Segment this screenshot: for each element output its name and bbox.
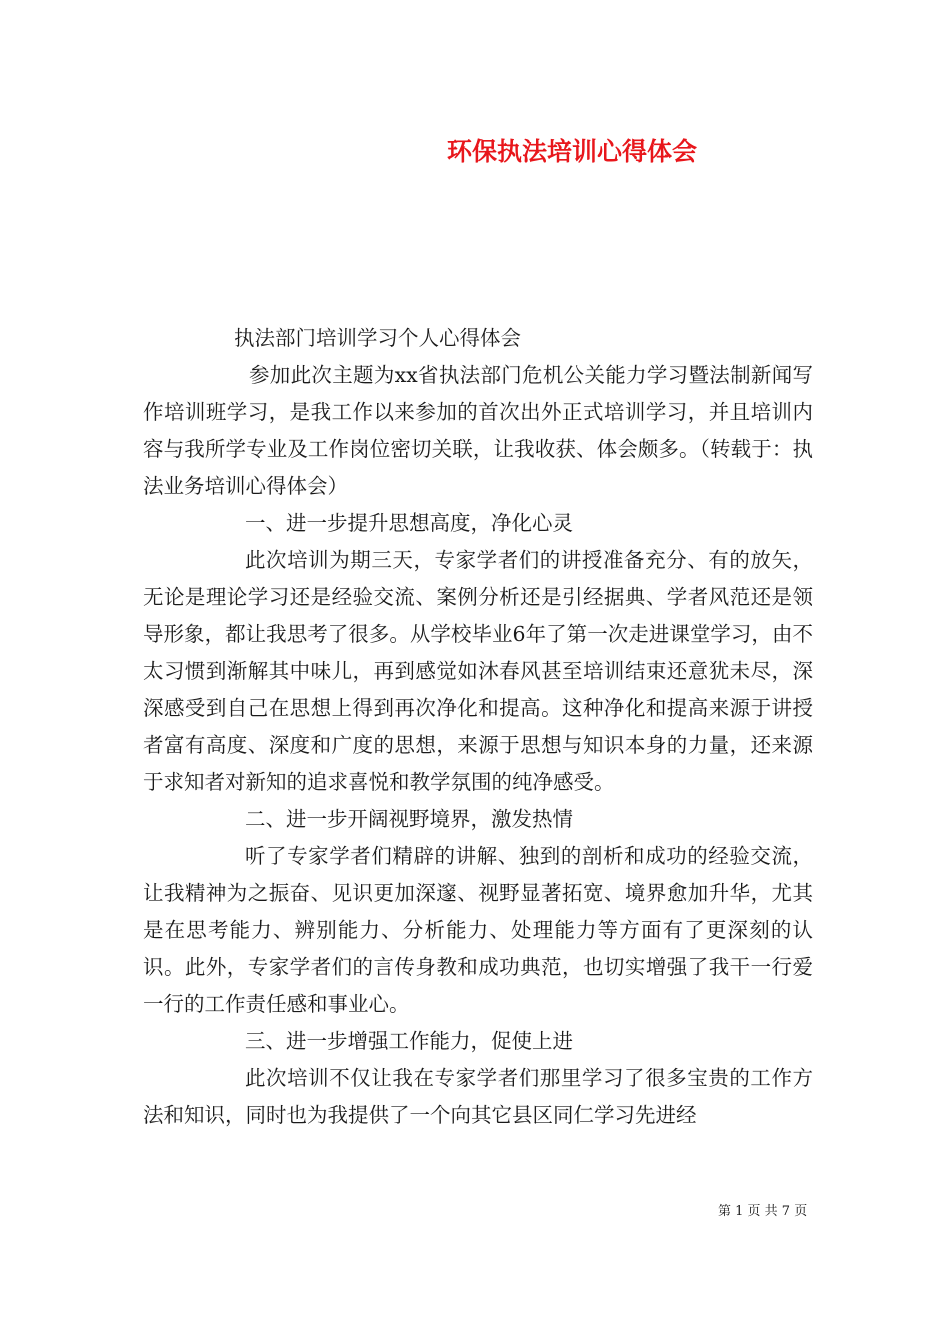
section-1-heading: 一、进一步提升思想高度，净化心灵 [245, 511, 573, 535]
section-3-heading: 三、进一步增强工作能力，促使上进 [245, 1029, 573, 1053]
section-2-heading: 二、进一步开阔视野境界，激发热情 [245, 807, 573, 831]
section-1-paragraph: 此次培训为期三天，专家学者们的讲授准备充分、有的放矢，无论是理论学习还是经验交流、案例分析还是引经据典、学者风范还是领导形象，都让我思考了很多。从学校毕业6年了第一次走进课堂学习，由不太习惯到渐解其中味儿，再到感觉如沐春风甚至培训结束还意犹未尽，深深感受到自己在思想上得到再次净化和提高。这种净化和提高来源于讲授者富有高度、深度和广度的思想，来源于思想与知识本身的力量，还来源于求知者对新知的追求喜悦和教学氛围的纯净感受。 [143, 548, 813, 794]
section-3-paragraph: 此次培训不仅让我在专家学者们那里学习了很多宝贵的工作方法和知识，同时也为我提供了一个向其它县区同仁学习先进经 [143, 1066, 813, 1127]
section-2-paragraph: 听了专家学者们精辟的讲解、独到的剖析和成功的经验交流，让我精神为之振奋、见识更加深邃、视野显著拓宽、境界愈加升华，尤其是在思考能力、辨别能力、分析能力、处理能力等方面有了更深刻的认识。此外，专家学者们的言传身教和成功典范，也切实增强了我干一行爱一行的工作责任感和事业心。 [143, 844, 813, 1016]
intro-paragraph: 参加此次主题为xx省执法部门危机公关能力学习暨法制新闻写作培训班学习，是我工作以来参加的首次出外正式培训学习，并且培训内容与我所学专业及工作岗位密切关联，让我收获、体会颇多。（转载于：执法业务培训心得体会） [143, 363, 813, 498]
document-subtitle: 执法部门培训学习个人心得体会 [234, 326, 521, 350]
document-title: 环保执法培训心得体会 [447, 137, 698, 166]
document-body [143, 320, 813, 1134]
page-number-footer: 第 1 页 共 7 页 [718, 1204, 808, 1219]
